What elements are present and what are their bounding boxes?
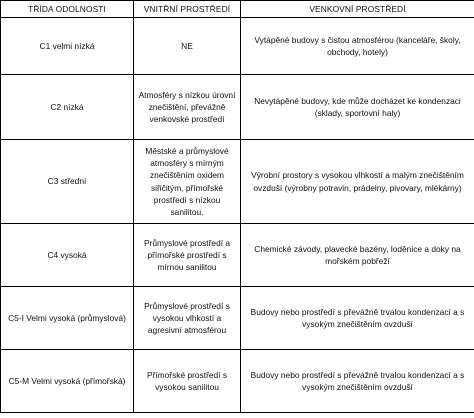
outdoor-cell: Vytápěné budovy s čistou atmosférou (kanceláře, školy, obchody, hotely) <box>241 18 474 75</box>
table-row <box>1 287 474 350</box>
table-row <box>1 350 474 413</box>
class-cell: C3 střední <box>1 140 134 224</box>
table-row <box>1 75 474 140</box>
class-cell: C5-I Velmi vysoká (průmyslová) <box>1 287 134 350</box>
table-header-row <box>1 1 474 18</box>
indoor-cell: Přímořské prostředí s vysokou sanilitou <box>134 350 241 413</box>
indoor-cell: Průmyslové prostředí a přímořské prostředí s mírnou sanilitou <box>134 224 241 287</box>
class-cell: C5-M Velmi vysoká (přímořská) <box>1 350 134 413</box>
header-indoor: VNITŘNÍ PROSTŘEDÍ <box>134 1 241 18</box>
indoor-cell: NE <box>134 18 241 75</box>
table-row <box>1 224 474 287</box>
outdoor-cell: Chemické závody, plavecké bazény, loděnice a doky na mořském pobřeží <box>241 224 474 287</box>
outdoor-cell: Budovy nebo prostředí s převážně trvalou kondenzací a s vysokým znečištěním ovzduší <box>241 350 474 413</box>
outdoor-cell: Nevytápěné budovy, kde může docházet ke kondenzaci (sklady, sportovní haly) <box>241 75 474 140</box>
class-cell: C1 velmi nízká <box>1 18 134 75</box>
indoor-cell: Atmosféry s nízkou úrovní znečištění, převážně venkovské prostředí <box>134 75 241 140</box>
indoor-cell: Průmyslové prostředí s vysokou vlhkostí a agresivní atmosférou <box>134 287 241 350</box>
class-cell: C4 vysoká <box>1 224 134 287</box>
header-outdoor: VENKOVNÍ PROSTŘEDÍ <box>241 1 474 18</box>
table-row <box>1 18 474 75</box>
table-row <box>1 140 474 224</box>
header-class: TŘÍDA ODOLNOSTI <box>1 1 134 18</box>
class-cell: C2 nízká <box>1 75 134 140</box>
outdoor-cell: Výrobní prostory s vysokou vlhkostí a malým znečištěním ovzduší (výrobny potravin, prádelny, pivovary, mlékárny) <box>241 140 474 224</box>
indoor-cell: Městské a průmyslové atmosféry s mírným znečištěním oxidem siřičitým, přímořské prostředí s nízkou sanilitou. <box>134 140 241 224</box>
outdoor-cell: Budovy nebo prostředí s převážně trvalou kondenzací a s vysokým znečištěním ovzduší <box>241 287 474 350</box>
